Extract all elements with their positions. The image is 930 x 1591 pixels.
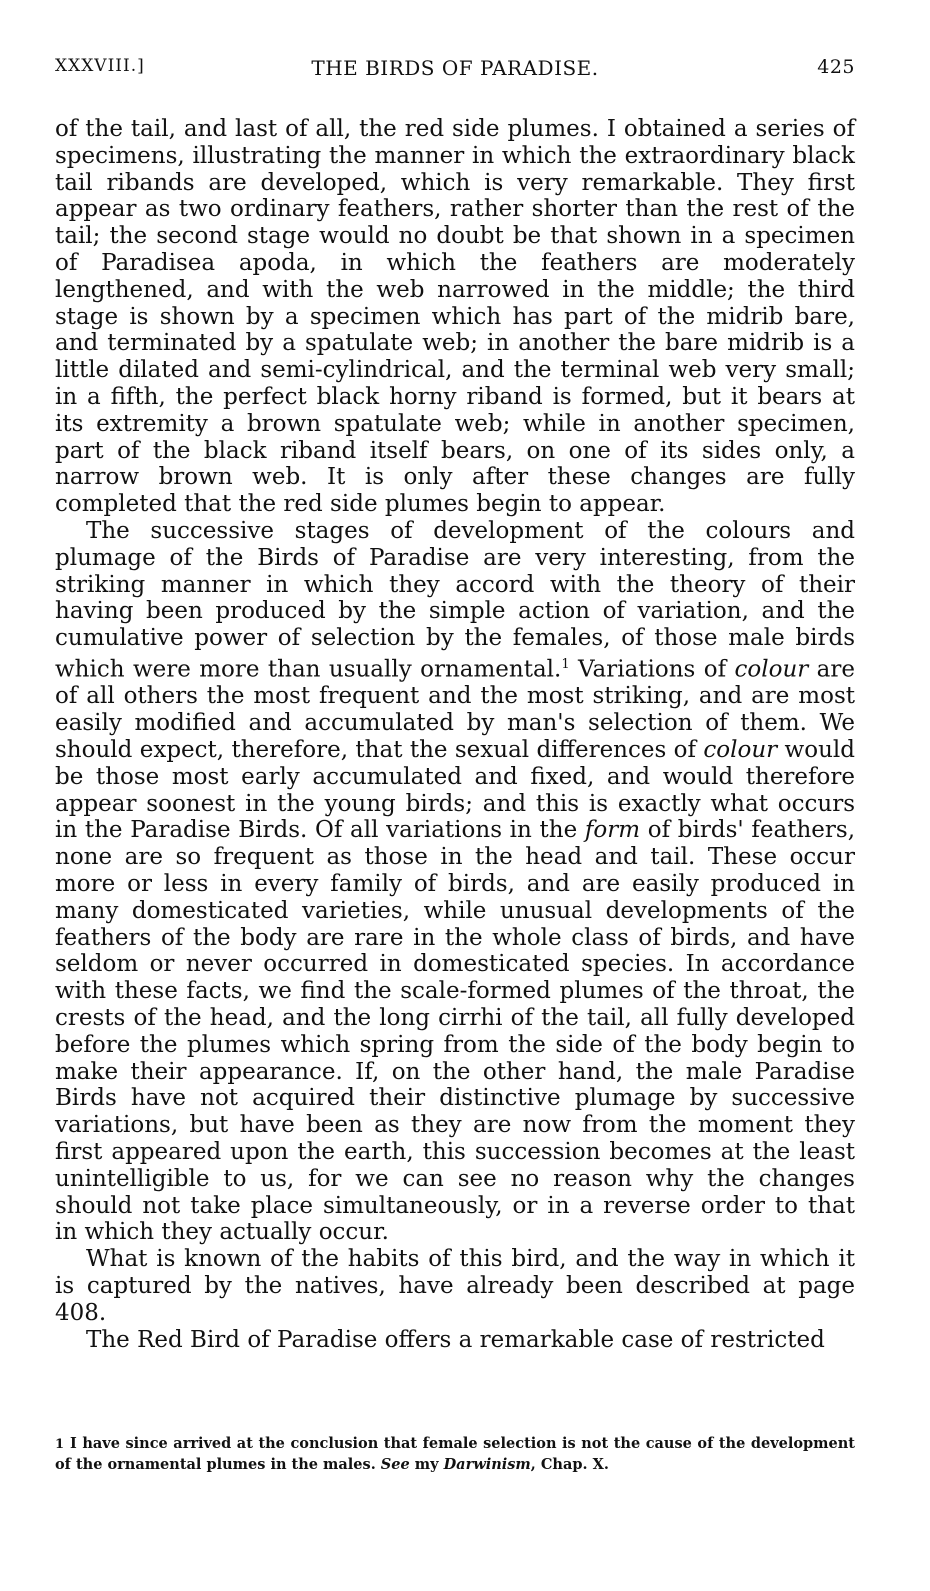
- paragraph-2: [55, 518, 855, 1246]
- paragraph-2-text-e: of birds' feathers, none are so frequent as those in the head and tail. These occur more or less in every family of birds, and are easily produced in many domesticated varieties, while unusual developments of the feathers of the body are rare in the whole class of birds, and have seldom or never occurred in domesticated species. In accordance with these facts, we find the scale-formed plumes of the throat, the crests of the head, and the long cirrhi of the tail, all fully developed before the plumes which spring from the side of the body begin to make their appearance. If, on the other hand, the male Paradise Birds have not acquired their distinctive plumage by successive variations, but have been as they are now from the moment they first appeared upon the earth, this succession becomes at the least unintelligible to us, for we can see no reason why the changes should not take place simultaneously, or in a reverse order to that in which they actually occur.: [55, 817, 856, 1246]
- footnote: [55, 1434, 855, 1475]
- footnote-reference: 1: [561, 656, 570, 672]
- paragraph-2-text-c: are of all others the most frequent and the most striking, and are most easily modified and accumulated by man's selection of them. We should expect, therefore, that the sexual differences of: [55, 656, 855, 763]
- footnote-see: See: [380, 1456, 410, 1473]
- book-page: [55, 0, 855, 1591]
- footnote-marker: 1: [55, 1437, 65, 1452]
- chapter-number: XXXVIII.]: [55, 56, 145, 76]
- running-header: [55, 56, 855, 86]
- running-title: THE BIRDS OF PARADISE.: [311, 56, 599, 80]
- paragraph-4: The Red Bird of Paradise offers a remarkable case of restricted: [86, 1326, 825, 1353]
- paragraph-3: What is known of the habits of this bird, and the way in which it is captured by the natives, have already been described at page 408.: [55, 1246, 855, 1326]
- italic-form: form: [584, 817, 641, 844]
- paragraph-2-text-b: Variations of: [569, 656, 735, 683]
- paragraph-2-text-d: would be those most early accumulated and fixed, and would therefore appear soonest in the young birds; and this is exactly what occurs in the Paradise Birds. Of all variations in the: [55, 736, 855, 844]
- italic-colour-2: colour: [703, 736, 778, 763]
- footnote-text-c: , Chap. X.: [530, 1456, 609, 1473]
- italic-colour-1: colour: [734, 656, 809, 683]
- footnote-text-b: my: [409, 1456, 444, 1473]
- paragraph-1: of the tail, and last of all, the red side plumes. I obtained a series of specimens, illustrating the manner in which the extraordinary black tail ribands are developed, which is very remarkable. They first appear as two ordinary feathers, rather shorter than the rest of the tail; the second stage would no doubt be that shown in a specimen of Paradisea apoda, in which the feathers are moderately lengthened, and with the web narrowed in the middle; the third stage is shown by a specimen which has part of the midrib bare, and terminated by a spatulate web; in another the bare midrib is a little dilated and semi-cylindrical, and the terminal web very small; in a fifth, the perfect black horny riband is formed, but it bears at its extremity a brown spatulate web; while in another specimen, part of the black riband itself bears, on one of its sides only, a narrow brown web. It is only after these changes are fully completed that the red side plumes begin to appear.: [55, 116, 855, 518]
- footnote-text-a: I have since arrived at the conclusion that female selection is not the cause of the development of the ornamental plumes in the males.: [55, 1435, 855, 1473]
- page-number: 425: [817, 56, 855, 78]
- footnote-text: [55, 1434, 855, 1475]
- footnote-book-title: Darwinism: [443, 1456, 531, 1473]
- body-text: [55, 116, 855, 1353]
- paragraph-2-text-a: The successive stages of development of the colours and plumage of the Birds of Paradise are very interesting, from the striking manner in which they accord with the theory of their having been produced by the simple action of variation, and the cumulative power of selection by the females, of those male birds which were more than usually ornamental.: [55, 517, 855, 683]
